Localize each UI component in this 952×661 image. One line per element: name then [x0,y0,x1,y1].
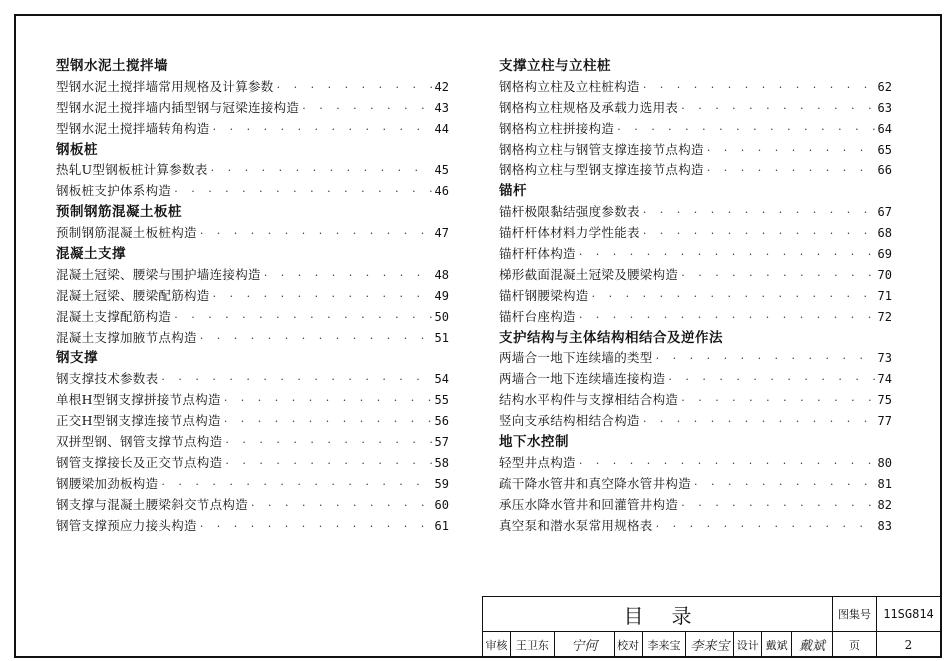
dot-leader [200,517,432,538]
toc-entry[interactable] [56,160,449,181]
toc-entry-page: 56 [434,414,449,429]
toc-entry-title: 正交H型钢支撑连接节点构造 [56,413,221,429]
toc-entry-title: 钢板桩支护体系构造 [56,183,172,199]
toc-entry[interactable] [56,119,449,140]
page-label: 页 [833,632,877,657]
signature-row [483,632,833,657]
toc-entry[interactable] [499,495,892,516]
section-heading: 混凝土支撑 [56,246,126,263]
checker-signature: 李来宝 [686,632,734,657]
section-heading: 支撑立柱与立柱桩 [499,58,611,74]
toc-entry-page: 69 [877,247,892,262]
dot-leader [161,475,431,496]
toc-entry-page: 43 [434,100,449,115]
toc-entry-title: 梯形截面混凝土冠梁及腰梁构造 [499,266,679,282]
toc-entry-page: 72 [877,309,892,324]
toc-entry-title: 竖向支承结构相结合构造 [499,413,640,429]
toc-entry[interactable] [499,119,892,140]
toc-entry-title: 型钢水泥土搅拌墙常用规格及计算参数 [56,78,274,94]
toc-entry-page: 48 [434,267,449,282]
toc-entry-title: 轻型井点构造 [499,454,576,470]
toc-entry[interactable] [499,140,892,161]
toc-entry-title: 钢格构立柱与型钢支撑连接节点构造 [499,162,704,178]
toc-entry-page: 71 [877,288,892,303]
toc-entry[interactable] [56,265,449,286]
toc-entry-title: 钢支撑与混凝土腰梁斜交节点构造 [56,496,249,512]
section-heading: 型钢水泥土搅拌墙 [56,58,168,74]
toc-entry[interactable] [56,181,449,202]
drawing-sheet [14,14,942,658]
toc-entry-page: 45 [434,163,449,178]
toc-entry-page: 82 [877,497,892,512]
toc-entry[interactable] [499,516,892,537]
toc-entry[interactable] [56,411,449,432]
toc-entry-page: 67 [877,205,892,220]
toc-entry-title: 混凝土冠梁、腰梁配筋构造 [56,287,210,303]
toc-entry-title: 型钢水泥土搅拌墙内插型钢与冠梁连接构造 [56,99,300,115]
dot-leader [224,391,432,412]
dot-leader [643,78,875,99]
dot-leader [656,349,875,370]
toc-entry[interactable] [56,453,449,474]
toc-entry[interactable] [499,411,892,432]
toc-entry-page: 66 [877,163,892,178]
toc-entry-page: 44 [434,121,449,136]
dot-leader [681,266,874,287]
designer-signature: 戴斌 [799,639,826,654]
toc-entry[interactable] [56,223,449,244]
toc-entry-page: 54 [434,372,449,387]
dot-leader [225,433,431,454]
title-block [482,596,942,658]
section-heading: 支护结构与主体结构相结合及逆作法 [499,329,723,346]
reviewer-name: 王卫东 [511,632,555,657]
toc-entry-title: 承压水降水管井和回灌管井构造 [499,496,679,512]
toc-entry-page: 70 [877,267,892,282]
toc-entry-title: 混凝土支撑加腋节点构造 [56,329,197,345]
toc-entry-title: 两墙合一地下连续墙的类型 [499,350,653,366]
toc-entry[interactable] [499,223,892,244]
toc-entry[interactable] [56,328,449,349]
dot-leader [174,182,431,203]
toc-entry-page: 57 [434,435,449,450]
toc-entry-title: 锚杆杆体构造 [499,246,576,262]
dot-leader [681,496,874,517]
toc-entry[interactable] [56,516,449,537]
dot-leader [200,224,432,245]
toc-entry[interactable] [56,495,449,516]
review-label: 审核 [483,632,511,657]
toc-entry[interactable] [499,77,892,98]
toc-entry-page: 75 [877,393,892,408]
toc-entry[interactable] [499,453,892,474]
atlas-no: 11SG814 [877,597,941,632]
toc-entry-page: 47 [434,226,449,241]
toc-entry-title: 钢支撑技术参数表 [56,371,159,387]
toc-entry-page: 64 [877,121,892,136]
section-heading: 钢支撑 [56,350,98,367]
toc-entry[interactable] [499,202,892,223]
dot-leader [225,454,431,475]
dot-leader [668,370,874,391]
toc-left-column [56,56,449,536]
toc-entry-page: 46 [434,184,449,199]
toc-entry-page: 59 [434,476,449,491]
dot-leader [707,141,875,162]
dot-leader [174,308,431,329]
dot-leader [213,120,432,141]
toc-entry-page: 58 [434,455,449,470]
toc-entry[interactable] [499,348,892,369]
dot-leader [579,454,875,475]
toc-entry[interactable] [56,432,449,453]
toc-entry[interactable] [499,307,892,328]
dot-leader [224,412,432,433]
toc-entry-title: 锚杆台座构造 [499,308,576,324]
toc-entry-title: 预制钢筋混凝土板桩构造 [56,225,197,241]
section-heading: 地下水控制 [499,434,569,451]
toc-entry-title: 热轧U型钢板桩计算参数表 [56,162,208,178]
toc-entry-title: 锚杆极限黏结强度参数表 [499,204,640,220]
dot-leader [161,370,431,391]
toc-entry-page: 55 [434,393,449,408]
toc-entry-page: 80 [877,455,892,470]
dot-leader [302,99,431,120]
checker-name: 李来宝 [643,632,687,657]
toc-entry-page: 51 [434,330,449,345]
toc-entry-page: 63 [877,100,892,115]
toc-entry-title: 钢腰梁加劲板构造 [56,475,159,491]
design-label: 设计 [734,632,762,657]
toc-entry-title: 锚杆杆体材料力学性能表 [499,225,640,241]
toc-entry[interactable] [56,77,449,98]
dot-leader [681,391,874,412]
dot-leader [277,78,432,99]
dot-leader [211,161,432,182]
toc-entry[interactable] [499,390,892,411]
toc-entry-page: 77 [877,414,892,429]
dot-leader [643,224,875,245]
title-cell [483,597,833,632]
toc-entry-title: 锚杆钢腰梁构造 [499,287,589,303]
dot-leader [694,475,875,496]
dot-leader [251,496,432,517]
toc-entry[interactable] [56,390,449,411]
section-heading: 钢板桩 [56,141,98,158]
section-heading: 锚杆 [499,183,527,200]
toc-entry-page: 61 [434,518,449,533]
toc-entry-title: 混凝土冠梁、腰梁与围护墙连接构造 [56,266,261,282]
toc-entry-page: 81 [877,476,892,491]
toc-entry-title: 钢管支撑预应力接头构造 [56,517,197,533]
reviewer-signature: 宁何 [555,632,615,657]
dot-leader [643,412,875,433]
dot-leader [579,245,875,266]
toc-entry-title: 钢格构立柱拼接构造 [499,120,615,136]
section-heading: 预制钢筋混凝土板桩 [56,204,182,221]
dot-leader [200,329,432,350]
toc-entry-page: 73 [877,351,892,366]
toc-entry[interactable] [499,474,892,495]
dot-leader [656,517,875,538]
toc-entry-page: 62 [877,79,892,94]
toc-entry[interactable] [56,474,449,495]
toc-entry-title: 两墙合一地下连续墙连接构造 [499,371,666,387]
toc-entry-title: 混凝土支撑配筋构造 [56,308,172,324]
dot-leader [707,161,875,182]
atlas-no-label: 图集号 [833,597,877,632]
toc-entry[interactable] [56,98,449,119]
toc-entry-page: 74 [877,372,892,387]
toc-entry-page: 49 [434,288,449,303]
toc-entry-title: 钢格构立柱与钢管支撑连接节点构造 [499,141,704,157]
toc-entry-title: 双拼型钢、钢管支撑节点构造 [56,434,223,450]
dot-leader [592,287,875,308]
toc-entry-page: 65 [877,142,892,157]
toc-entry[interactable] [499,160,892,181]
toc-entry[interactable] [499,265,892,286]
toc-entry-title: 单根H型钢支撑拼接节点构造 [56,392,221,408]
toc-entry-page: 50 [434,309,449,324]
toc-entry-page: 42 [434,79,449,94]
toc-entry[interactable] [499,286,892,307]
toc-entry-title: 钢管支撑接长及正交节点构造 [56,454,223,470]
toc-right-column [499,56,892,536]
toc-entry-title: 钢格构立柱规格及承载力选用表 [499,99,679,115]
toc-entry[interactable] [56,286,449,307]
toc-entry-page: 60 [434,497,449,512]
toc-entry-title: 钢格构立柱及立柱桩构造 [499,78,640,94]
toc-entry-title: 型钢水泥土搅拌墙转角构造 [56,120,210,136]
toc-entry[interactable] [499,98,892,119]
toc-entry[interactable] [56,369,449,390]
document-title: 目录 [623,603,720,628]
dot-leader [681,99,874,120]
dot-leader [579,308,875,329]
toc-entry-title: 疏干降水管井和真空降水管井构造 [499,475,692,491]
dot-leader [264,266,432,287]
dot-leader [213,287,432,308]
toc-entry[interactable] [499,369,892,390]
toc-entry-page: 68 [877,226,892,241]
toc-entry-page: 83 [877,518,892,533]
dot-leader [643,203,875,224]
toc-entry[interactable] [56,307,449,328]
dot-leader [617,120,874,141]
page-number: 2 [877,632,941,657]
designer-name: 戴斌 [762,632,792,657]
toc-entry[interactable] [499,244,892,265]
toc-entry-title: 真空泵和潜水泵常用规格表 [499,517,653,533]
check-label: 校对 [615,632,643,657]
toc-entry-title: 结构水平构件与支撑相结合构造 [499,392,679,408]
